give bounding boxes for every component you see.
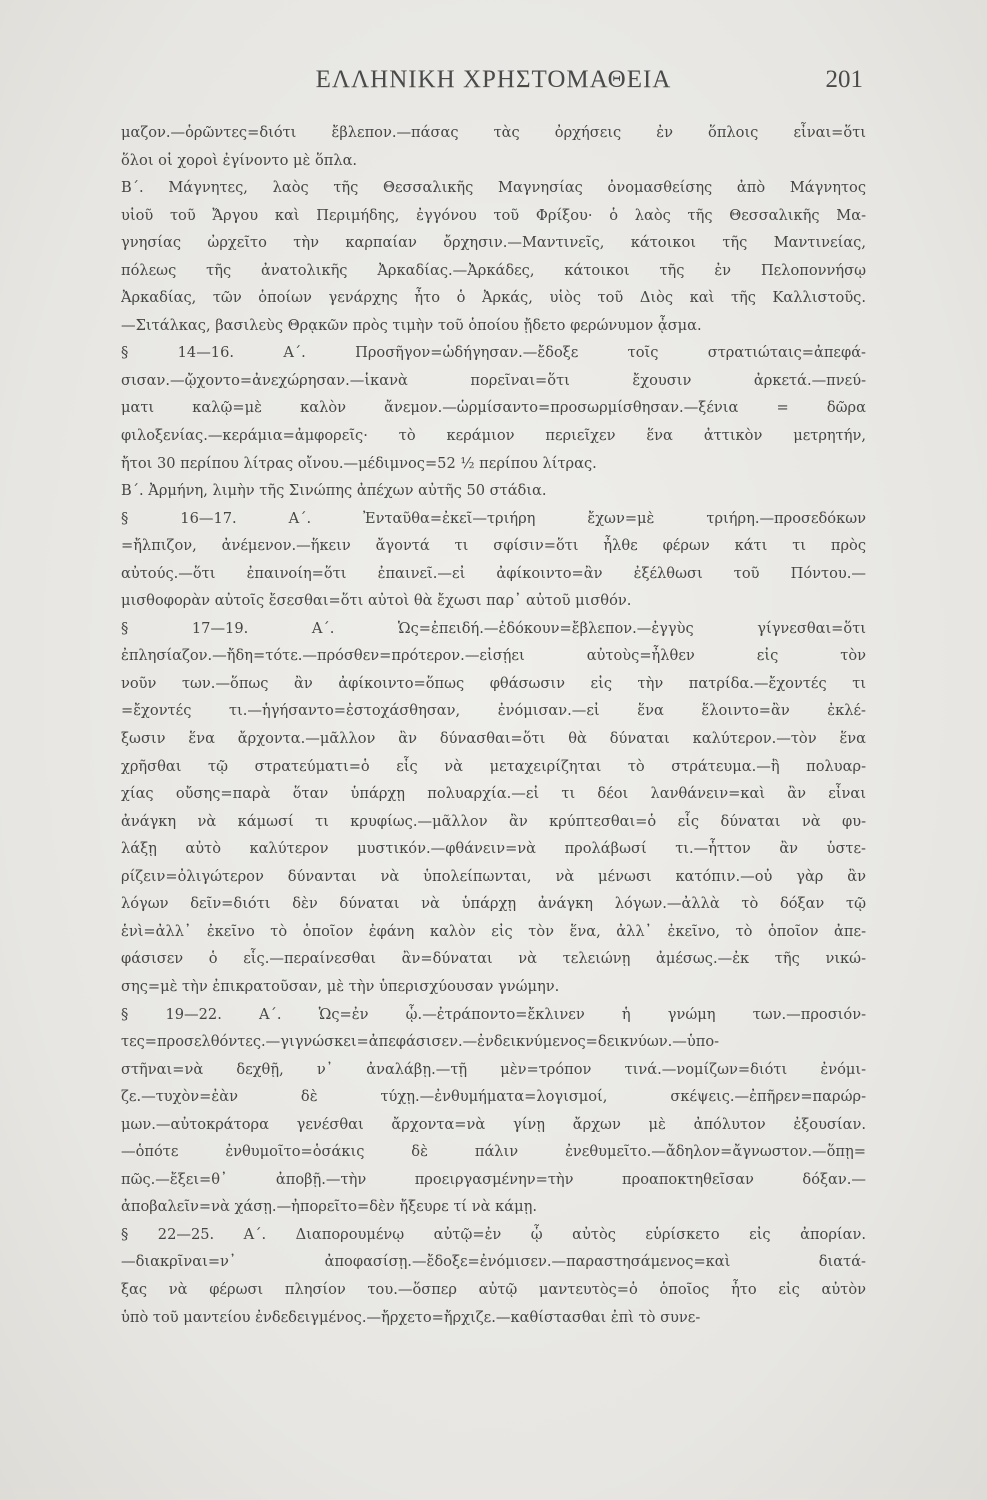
text-line: σης=μὲ τὴν ἐπικρατοῦσαν, μὲ τὴν ὑπερισχύουσαν γνώμην. [121, 977, 560, 995]
text-line: ἀνάγκη νὰ κάμωσί τι κρυφίως.—μᾶλλον ἂν κρύπτεσθαι=ὁ εἷς δύναται νὰ φυ- [121, 812, 866, 830]
text-line: φάσισεν ὁ εἷς.—περαίνεσθαι ἂν=δύναται νὰ τελειώνῃ ἀμέσως.—ἐκ τῆς νικώ- [121, 950, 866, 968]
text-line: —διακρῖναι=ν᾽ ἀποφασίσῃ.—ἔδοξε=ἐνόμισεν.—παραστησάμενος=καὶ διατά- [121, 1253, 866, 1271]
text-line: γνησίας ὠρχεῖτο τὴν καρπαίαν ὄρχησιν.—Μαντινεῖς, κάτοικοι τῆς Μαντινείας, [121, 234, 866, 252]
text-line: § 14—16. Α΄. Προσῆγον=ὡδήγησαν.—ἔδοξε τοῖς στρατιώταις=ἀπεφά- [121, 344, 866, 362]
running-title: ΕΛΛΗΝΙΚΗ ΧΡΗΣΤΟΜΑΘΕΙΑ [315, 66, 672, 93]
text-line: =ἤλπιζον, ἀνέμενον.—ἥκειν ἄγοντά τι σφίσιν=ὅτι ἦλθε φέρων κάτι τι πρὸς [121, 537, 866, 555]
text-line: ξωσιν ἕνα ἄρχοντα.—μᾶλλον ἂν δύνασθαι=ὅτι θὰ δύναται καλύτερον.—τὸν ἕνα [121, 730, 866, 748]
page-number: 201 [825, 66, 863, 93]
text-line: πόλεως τῆς ἀνατολικῆς Ἀρκαδίας.—Ἀρκάδες, κάτοικοι τῆς ἐν Πελοποννήσῳ [121, 261, 866, 279]
commentary-text [121, 119, 866, 1331]
text-line: υἱοῦ τοῦ Ἄργου καὶ Περιμήδης, ἐγγόνου τοῦ Φρίξου· ὁ λαὸς τῆς Θεσσαλικῆς Μα- [121, 206, 866, 224]
page-header [0, 66, 987, 106]
text-line: —Σιτάλκας, βασιλεὺς Θρᾳκῶν πρὸς τιμὴν τοῦ ὁποίου ᾔδετο φερώνυμον ᾆσμα. [121, 316, 702, 334]
text-line: μων.—αὐτοκράτορα γενέσθαι ἄρχοντα=νὰ γίνῃ ἄρχων μὲ ἀπόλυτον ἐξουσίαν. [121, 1115, 866, 1133]
text-line: μισθοφορὰν αὐτοῖς ἔσεσθαι=ὅτι αὐτοὶ θὰ ἔχωσι παρ᾽ αὐτοῦ μισθόν. [121, 592, 632, 610]
text-line: μαζον.—ὁρῶντες=διότι ἔβλεπον.—πάσας τὰς ὀρχήσεις ἐν ὅπλοις εἶναι=ὅτι [121, 124, 866, 141]
text-line: Β΄. Ἀρμήνη, λιμὴν τῆς Σινώπης ἀπέχων αὐτῆς 50 στάδια. [121, 482, 547, 500]
text-line: τες=προσελθόντες.—γιγνώσκει=ἀπεφάσισεν.—ἐνδεικνύμενος=δεικνύων.—ὑπο- [121, 1033, 720, 1051]
text-line: —ὁπότε ἐνθυμοῖτο=ὁσάκις δὲ πάλιν ἐνεθυμεῖτο.—ἄδηλον=ἄγνωστον.—ὅπῃ= [121, 1143, 866, 1161]
text-line: αὐτούς.—ὅτι ἐπαινοίη=ὅτι ἐπαινεῖ.—εἰ ἀφίκοιντο=ἂν ἐξέλθωσι τοῦ Πόντου.— [121, 564, 866, 582]
text-line: φιλοξενίας.—κεράμια=ἀμφορεῖς· τὸ κεράμιον περιεῖχεν ἕνα ἀττικὸν μετρητήν, [121, 427, 866, 445]
text-line: § 16—17. Α΄. Ἐνταῦθα=ἐκεῖ—τριήρη ἔχων=μὲ τριήρη.—προσεδόκων [121, 509, 866, 527]
text-line: ζε.—τυχὸν=ἐὰν δὲ τύχῃ.—ἐνθυμήματα=λογισμοί, σκέψεις.—ἐπῆρεν=παρώρ- [121, 1088, 866, 1106]
text-line: ρίζειν=ὀλιγώτερον δύνανται νὰ ὑπολείπωνται, νὰ μένωσι κατόπιν.—οὐ γὰρ ἂν [121, 867, 866, 885]
text-line: ἐπλησίαζον.—ἤδη=τότε.—πρόσθεν=πρότερον.—εἰσῄει αὐτοὺς=ἦλθεν εἰς τὸν [121, 647, 866, 665]
text-line: ὅλοι οἱ χοροὶ ἐγίνοντο μὲ ὅπλα. [121, 151, 358, 169]
text-line: λάξῃ αὐτὸ καλύτερον μυστικόν.—φθάνειν=νὰ προλάβωσί τι.—ἧττον ἂν ὑστε- [121, 840, 866, 858]
text-line: § 17—19. Α΄. Ὡς=ἐπειδή.—ἐδόκουν=ἔβλεπον.—ἐγγὺς γίγνεσθαι=ὅτι [121, 619, 866, 637]
text-line: Ἀρκαδίας, τῶν ὁποίων γενάρχης ἦτο ὁ Ἀρκάς, υἱὸς τοῦ Διὸς καὶ τῆς Καλλιστοῦς. [121, 289, 866, 307]
text-line: § 19—22. Α΄. Ὡς=ἐν ᾧ.—ἐτράποντο=ἔκλινεν ἡ γνώμη των.—προσιόν- [121, 1005, 866, 1023]
text-line: στῆναι=νὰ δεχθῇ, ν᾽ ἀναλάβῃ.—τῇ μὲν=τρόπον τινά.—νομίζων=διότι ἐνόμι- [121, 1060, 866, 1078]
text-line: χρῆσθαι τῷ στρατεύματι=ὁ εἷς νὰ μεταχειρίζηται τὸ στράτευμα.—ἢ πολυαρ- [121, 757, 866, 775]
text-line: § 22—25. Α΄. Διαπορουμένῳ αὐτῷ=ἐν ᾧ αὐτὸς εὑρίσκετο εἰς ἀπορίαν. [121, 1225, 866, 1243]
text-line: πῶς.—ἔξει=θ᾽ ἀποβῇ.—τὴν προειργασμένην=τὴν προαποκτηθεῖσαν δόξαν.— [121, 1170, 866, 1188]
text-line: ἀποβαλεῖν=νὰ χάσῃ.—ἠπορεῖτο=δὲν ἤξευρε τί νὰ κάμῃ. [121, 1198, 537, 1216]
text-line: ματι καλῷ=μὲ καλὸν ἄνεμον.—ὡρμίσαντο=προσωρμίσθησαν.—ξένια = δῶρα [121, 399, 866, 417]
text-line: ὑπὸ τοῦ μαντείου ἐνδεδειγμένος.—ἤρχετο=ἤρχιζε.—καθίστασθαι ἐπὶ τὸ συνε- [121, 1308, 701, 1326]
text-line: Β΄. Μάγνητες, λαὸς τῆς Θεσσαλικῆς Μαγνησίας ὀνομασθείσης ἀπὸ Μάγνητος [121, 179, 866, 197]
text-line: νοῦν των.—ὅπως ἂν ἀφίκοιντο=ὅπως φθάσωσιν εἰς τὴν πατρίδα.—ἔχοντές τι [121, 674, 866, 692]
text-line: λόγων δεῖν=διότι δὲν δύναται νὰ ὑπάρχῃ ἀνάγκη λόγων.—ἀλλὰ τὸ δόξαν τῷ [121, 895, 866, 913]
text-line: ἑνὶ=ἀλλ᾽ ἐκεῖνο τὸ ὁποῖον ἐφάνη καλὸν εἰς τὸν ἕνα, ἀλλ᾽ ἐκεῖνο, τὸ ὁποῖον ἀπε- [121, 922, 866, 940]
text-line: =ἔχοντές τι.—ἡγήσαντο=ἐστοχάσθησαν, ἐνόμισαν.—εἰ ἕνα ἕλοιντο=ἂν ἐκλέ- [121, 702, 866, 720]
text-line: ξας νὰ φέρωσι πλησίον του.—ὅσπερ αὐτῷ μαντευτὸς=ὁ ὁποῖος ἦτο εἰς αὐτὸν [121, 1280, 866, 1298]
text-line: σισαν.—ᾤχοντο=ἀνεχώρησαν.—ἱκανὰ πορεῖναι=ὅτι ἔχουσιν ἀρκετά.—πνεύ- [121, 371, 866, 389]
text-line: ἤτοι 30 περίπου λίτρας οἴνου.—μέδιμνος=52 ½ περίπου λίτρας. [121, 454, 597, 472]
text-line: χίας οὔσης=παρὰ ὅταν ὑπάρχῃ πολυαρχία.—εἰ τι δέοι λανθάνειν=καὶ ἂν εἶναι [121, 785, 866, 803]
